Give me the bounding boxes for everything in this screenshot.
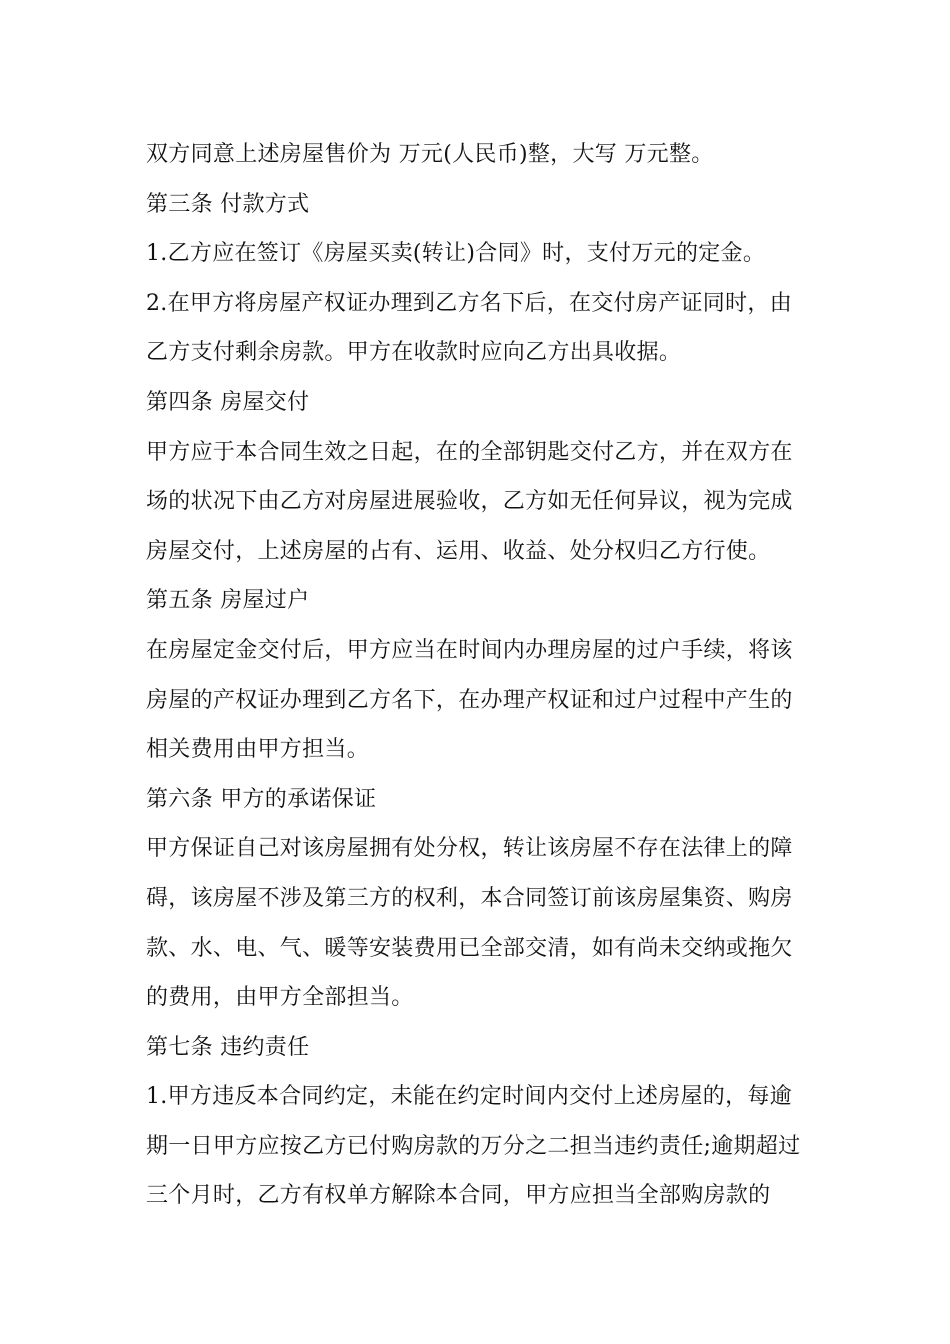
paragraph-payment-1: 1.乙方应在签订《房屋买卖(转让)合同》时，支付万元的定金。 bbox=[146, 241, 766, 267]
heading-article-6: 第六条 甲方的承诺保证 bbox=[146, 786, 377, 812]
paragraph-transfer: 在房屋定金交付后，甲方应当在时间内办理房屋的过户手续，将该 bbox=[146, 637, 793, 663]
paragraph-delivery-cont-2: 房屋交付，上述房屋的占有、运用、收益、处分权归乙方行使。 bbox=[146, 538, 771, 564]
heading-article-7: 第七条 违约责任 bbox=[146, 1034, 310, 1060]
paragraph-breach-1-cont-2: 三个月时，乙方有权单方解除本合同，甲方应担当全部购房款的 bbox=[146, 1183, 771, 1209]
paragraph-price: 双方同意上述房屋售价为 万元(人民币)整，大写 万元整。 bbox=[146, 142, 714, 167]
paragraph-transfer-cont-2: 相关费用由甲方担当。 bbox=[146, 737, 370, 763]
paragraph-payment-2-cont: 乙方支付剩余房款。甲方在收款时应向乙方出具收据。 bbox=[146, 340, 682, 366]
contract-body bbox=[146, 130, 810, 1221]
heading-article-4: 第四条 房屋交付 bbox=[146, 389, 310, 415]
paragraph-guarantee-cont-3: 的费用，由甲方全部担当。 bbox=[146, 985, 414, 1011]
paragraph-guarantee-cont-2: 款、水、电、气、暖等安装费用已全部交清，如有尚未交纳或拖欠 bbox=[146, 935, 793, 961]
paragraph-breach-1: 1.甲方违反本合同约定，未能在约定时间内交付上述房屋的，每逾 bbox=[146, 1084, 792, 1110]
paragraph-guarantee: 甲方保证自己对该房屋拥有处分权，转让该房屋不存在法律上的障 bbox=[146, 836, 793, 862]
paragraph-payment-2: 2.在甲方将房屋产权证办理到乙方名下后，在交付房产证同时，由 bbox=[146, 290, 792, 316]
paragraph-delivery-cont-1: 场的状况下由乙方对房屋进展验收，乙方如无任何异议，视为完成 bbox=[146, 489, 793, 515]
paragraph-delivery: 甲方应于本合同生效之日起，在的全部钥匙交付乙方，并在双方在 bbox=[146, 439, 793, 465]
paragraph-guarantee-cont-1: 碍，该房屋不涉及第三方的权利，本合同签订前该房屋集资、购房 bbox=[146, 885, 793, 911]
paragraph-breach-1-cont-1: 期一日甲方应按乙方已付购房款的万分之二担当违约责任;逾期超过 bbox=[146, 1133, 801, 1159]
heading-article-3: 第三条 付款方式 bbox=[146, 191, 310, 217]
heading-article-5: 第五条 房屋过户 bbox=[146, 588, 310, 614]
paragraph-transfer-cont-1: 房屋的产权证办理到乙方名下，在办理产权证和过户过程中产生的 bbox=[146, 687, 793, 713]
